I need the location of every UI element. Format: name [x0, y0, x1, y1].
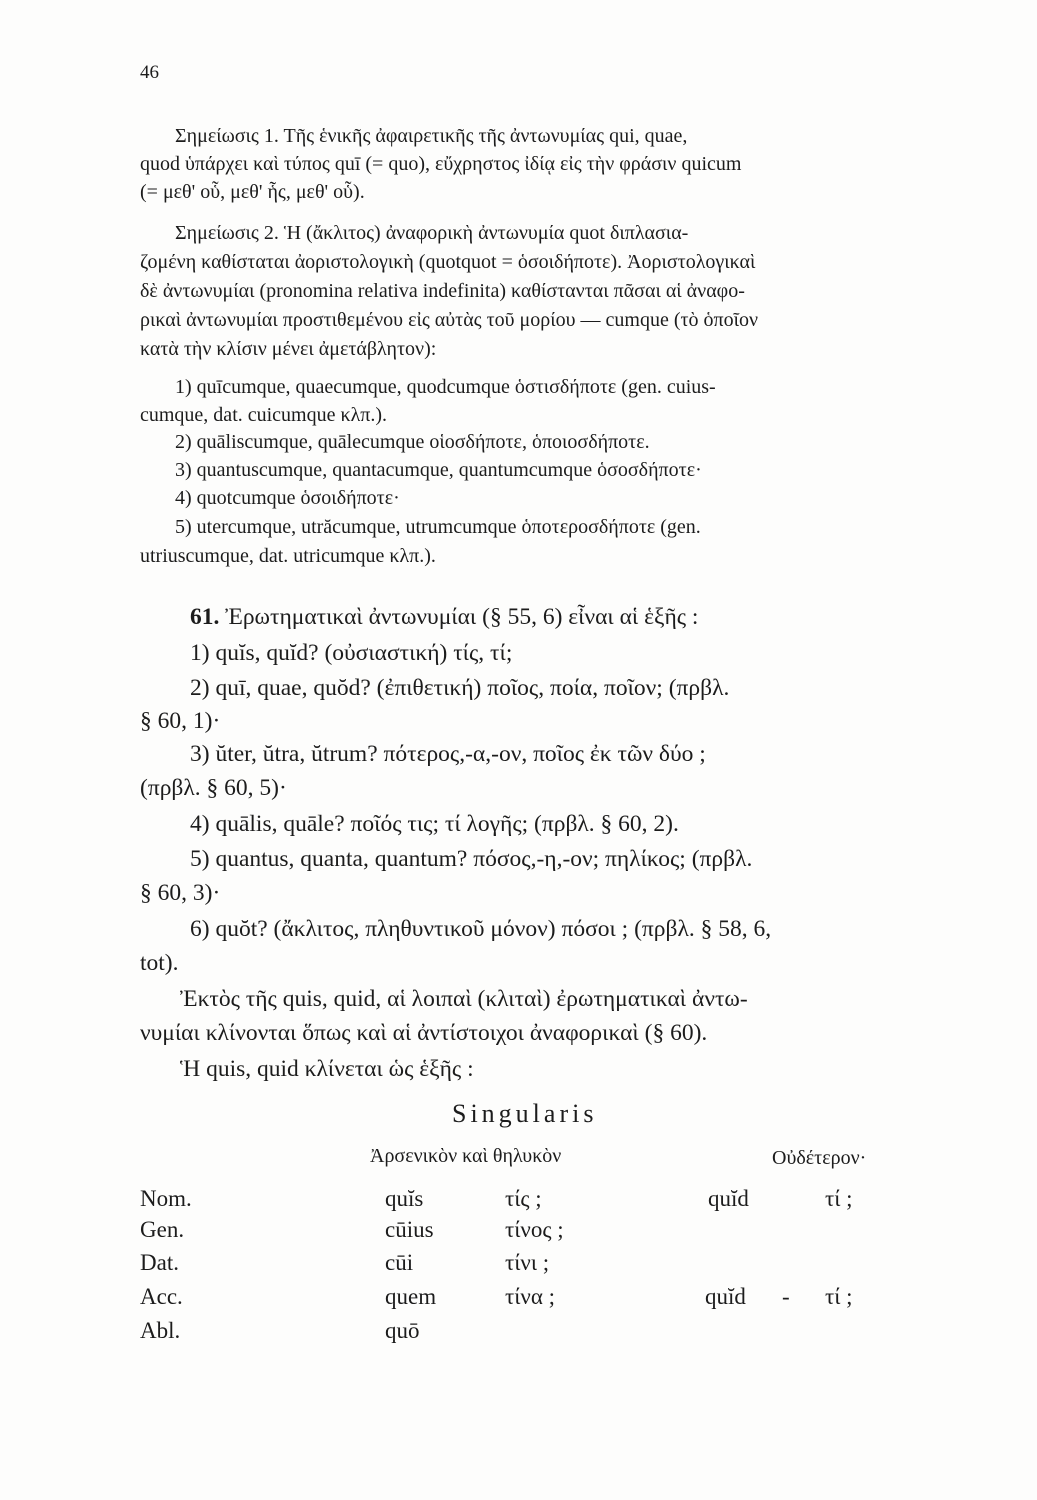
- section-item: 1) quĭs, quĭd? (οὐσιαστική) τίς, τί;: [190, 640, 513, 666]
- section-heading-text: Ἐρωτηματικαὶ ἀντωνυμίαι (§ 55, 6) εἶναι αἱ ἑξῆς :: [225, 604, 699, 630]
- note-line: κατὰ τὴν κλίσιν μένει ἀμετάβλητον):: [140, 338, 437, 360]
- greek-form: τίς ;: [505, 1186, 542, 1211]
- section-item: § 60, 3)·: [140, 880, 221, 906]
- closing-line: Ἐκτὸς τῆς quis, quid, αἱ λοιπαὶ (κλιταὶ) ἐρωτηματικαὶ ἀντω-: [180, 986, 748, 1012]
- latin-form: quĭs: [385, 1186, 424, 1211]
- note-list-item: utriuscumque, dat. utricumque κλπ.).: [140, 545, 436, 567]
- neuter-greek-form: τί ;: [825, 1186, 853, 1211]
- closing-line: Ἡ quis, quid κλίνεται ὡς ἑξῆς :: [180, 1056, 474, 1082]
- note-list-item: 1) quīcumque, quaecumque, quodcumque ὁστισδήποτε (gen. cuius-: [175, 376, 716, 398]
- table-col-header: Ἀρσενικὸν καὶ θηλυκὸν: [370, 1145, 562, 1167]
- note-line: Σημείωσις 1. Τῆς ἑνικῆς ἀφαιρετικῆς τῆς ἀντωνυμίας qui, quae,: [175, 125, 688, 147]
- note-line: ρικαὶ ἀντωνυμίαι προστιθεμένου εἰς αὐτὰς τοῦ μορίου — cumque (τὸ ὁποῖον: [140, 309, 759, 331]
- case-label: Abl.: [140, 1318, 181, 1343]
- greek-form: τίνα ;: [505, 1284, 556, 1309]
- neuter-latin-form: quĭd: [708, 1186, 749, 1211]
- latin-form: quō: [385, 1318, 420, 1343]
- note-line: δὲ ἀντωνυμίαι (pronomina relativa indefinita) καθίστανται πᾶσαι αἱ ἀναφο-: [140, 280, 745, 302]
- section-number: 61.: [190, 604, 220, 630]
- greek-form: τίνος ;: [505, 1217, 564, 1242]
- note-list-item: 3) quantuscumque, quantacumque, quantumcumque ὁσοσδήποτε·: [175, 459, 702, 481]
- note-line: Σημείωσις 2. Ἡ (ἄκλιτος) ἀναφορικὴ ἀντωνυμία quot διπλασια-: [175, 222, 689, 244]
- note-list-item: 2) quāliscumque, quālecumque οἱοσδήποτε, ὁποιοσδήποτε.: [175, 431, 650, 453]
- table-title: Singularis: [452, 1099, 598, 1128]
- section-item: 4) quālis, quāle? ποῖός τις; τί λογῆς; (πρβλ. § 60, 2).: [190, 811, 679, 837]
- case-label: Nom.: [140, 1186, 192, 1211]
- section-item: 6) quŏt? (ἄκλιτος, πληθυντικοῦ μόνον) πόσοι ; (πρβλ. § 58, 6,: [190, 916, 772, 942]
- latin-form: cūi: [385, 1250, 414, 1275]
- section-item: 3) ŭter, ŭtra, ŭtrum? πότερος,-α,-ον, ποῖος ἐκ τῶν δύο ;: [190, 741, 706, 767]
- note-list-item: 4) quotcumque ὁσοιδήποτε·: [175, 487, 400, 509]
- note-list-item: cumque, dat. cuicumque κλπ.).: [140, 404, 388, 426]
- case-label: Acc.: [140, 1284, 183, 1309]
- note-line: ζομένη καθίσταται ἀοριστολογικὴ (quotquot = ὁσοιδήποτε). Ἀοριστολογικαὶ: [140, 251, 756, 273]
- page-number: 46: [140, 62, 159, 83]
- neuter-greek-form: τί ;: [825, 1284, 853, 1309]
- section-item: § 60, 1)·: [140, 708, 221, 734]
- neuter-latin-form: quĭd: [705, 1284, 746, 1309]
- section-item: 5) quantus, quanta, quantum? πόσος,-η,-ον; πηλίκος; (πρβλ.: [190, 846, 753, 872]
- section-heading: [190, 606, 698, 630]
- section-item: tot).: [140, 950, 179, 976]
- note-list-item: 5) utercumque, utrăcumque, utrumcumque ὁποτεροσδήποτε (gen.: [175, 516, 701, 538]
- note-line: quod ὑπάρχει καὶ τύπος quī (= quo), εὔχρηστος ἰδίᾳ εἰς τὴν φράσιν quicum: [140, 153, 742, 175]
- dash-mark: -: [782, 1284, 790, 1309]
- note-line: (= μεθ' οὗ, μεθ' ἧς, μεθ' οὗ).: [140, 181, 365, 203]
- latin-form: cūius: [385, 1217, 434, 1242]
- closing-line: νυμίαι κλίνονται ὅπως καὶ αἱ ἀντίστοιχοι ἀναφορικαὶ (§ 60).: [140, 1020, 708, 1046]
- section-item: 2) quī, quae, quŏd? (ἐπιθετική) ποῖος, ποία, ποῖον; (πρβλ.: [190, 675, 730, 701]
- case-label: Gen.: [140, 1217, 185, 1242]
- section-item: (πρβλ. § 60, 5)·: [140, 775, 287, 801]
- case-label: Dat.: [140, 1250, 179, 1275]
- table-col-header: Οὐδέτερον·: [772, 1147, 867, 1169]
- greek-form: τίνι ;: [505, 1250, 550, 1275]
- latin-form: quem: [385, 1284, 437, 1309]
